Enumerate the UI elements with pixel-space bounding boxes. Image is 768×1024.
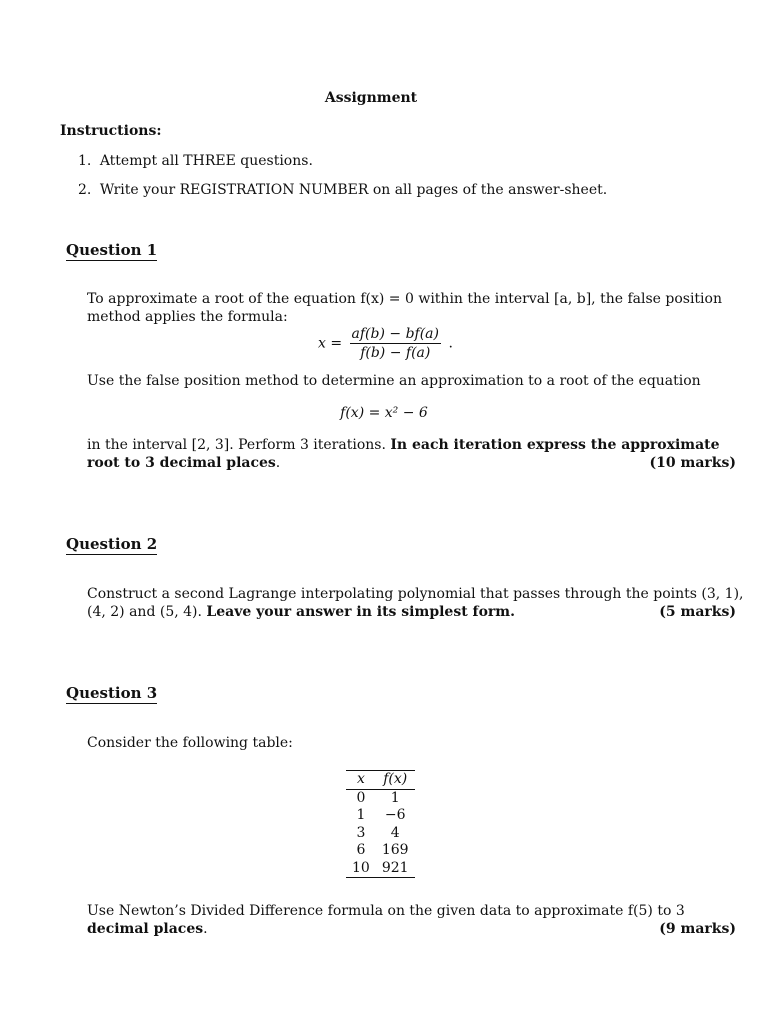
equation: f(x) = x² − 6	[340, 405, 428, 421]
question-1-text-line	[87, 455, 280, 471]
table-header-row	[346, 771, 415, 790]
table-cell: 921	[376, 860, 415, 878]
question-3-intro: Consider the following table:	[87, 735, 293, 751]
question-1-period: .	[275, 455, 281, 471]
question-1-text-line: method applies the formula:	[87, 309, 288, 325]
instruction-number: 2.	[78, 182, 92, 198]
formula-lhs: x =	[318, 335, 343, 352]
false-position-formula	[318, 326, 453, 361]
table-cell: 0	[356, 789, 366, 806]
question-2-text-line	[87, 604, 515, 620]
question-3-period: .	[203, 921, 208, 937]
table-cell: 1	[390, 789, 400, 806]
question-2-marks: (5 marks)	[659, 604, 736, 620]
question-2-bold-text: Leave your answer in its simplest form.	[206, 604, 515, 620]
question-3-text-line: Use Newton’s Divided Difference formula on the given data to approximate f(5) to 3	[87, 903, 685, 919]
instruction-text: Attempt all THREE questions.	[99, 153, 313, 169]
question-1-text-line	[87, 437, 720, 453]
question-1-text-line: To approximate a root of the equation f(x) = 0 within the interval [a, b], the false position	[87, 291, 722, 307]
question-3-heading: Question 3	[66, 684, 158, 702]
table-cell: 3	[356, 824, 366, 841]
table-cell: 6	[356, 842, 366, 858]
table-row	[346, 860, 415, 878]
question-2-plain-text: (4, 2) and (5, 4).	[87, 604, 202, 620]
table-header: f(x)	[383, 771, 408, 787]
formula-period: .	[448, 335, 453, 352]
formula-numerator: af(b) − bf(a)	[351, 326, 439, 342]
table-cell: −6	[384, 807, 406, 823]
formula-fraction	[350, 326, 441, 361]
page-title: Assignment	[324, 90, 418, 106]
instruction-text: Write your REGISTRATION NUMBER on all pages of the answer-sheet.	[99, 182, 608, 198]
instructions-heading: Instructions:	[60, 123, 162, 139]
instruction-number: 1.	[78, 153, 92, 169]
table-row	[346, 789, 415, 807]
question-3-bold-text: decimal places	[87, 921, 204, 937]
question-1-plain-text: in the interval [2, 3]. Perform 3 iterations.	[87, 437, 386, 453]
table-cell: 169	[381, 842, 409, 858]
formula-denominator: f(b) − f(a)	[360, 345, 431, 361]
table-cell: 4	[390, 824, 400, 841]
table-header: x	[356, 771, 365, 787]
table-row	[346, 807, 415, 825]
question-1-text-line: Use the false position method to determine an approximation to a root of the equation	[87, 373, 701, 389]
instruction-item	[78, 153, 313, 169]
question-3-marks: (9 marks)	[659, 921, 736, 937]
table-cell: 10	[346, 860, 376, 878]
table-cell: 1	[356, 807, 366, 823]
data-table	[346, 770, 415, 878]
table-row	[346, 842, 415, 860]
question-1-bold-text: root to 3 decimal places	[87, 455, 276, 471]
question-1-heading: Question 1	[66, 241, 158, 259]
question-2-text-line: Construct a second Lagrange interpolating polynomial that passes through the points (3, 1),	[87, 586, 744, 602]
instruction-item	[78, 182, 607, 198]
question-2-heading: Question 2	[66, 535, 158, 553]
question-1-bold-text: In each iteration express the approximate	[390, 437, 720, 453]
question-1-marks: (10 marks)	[649, 455, 736, 471]
question-3-text-line	[87, 921, 208, 937]
table-row	[346, 825, 415, 843]
